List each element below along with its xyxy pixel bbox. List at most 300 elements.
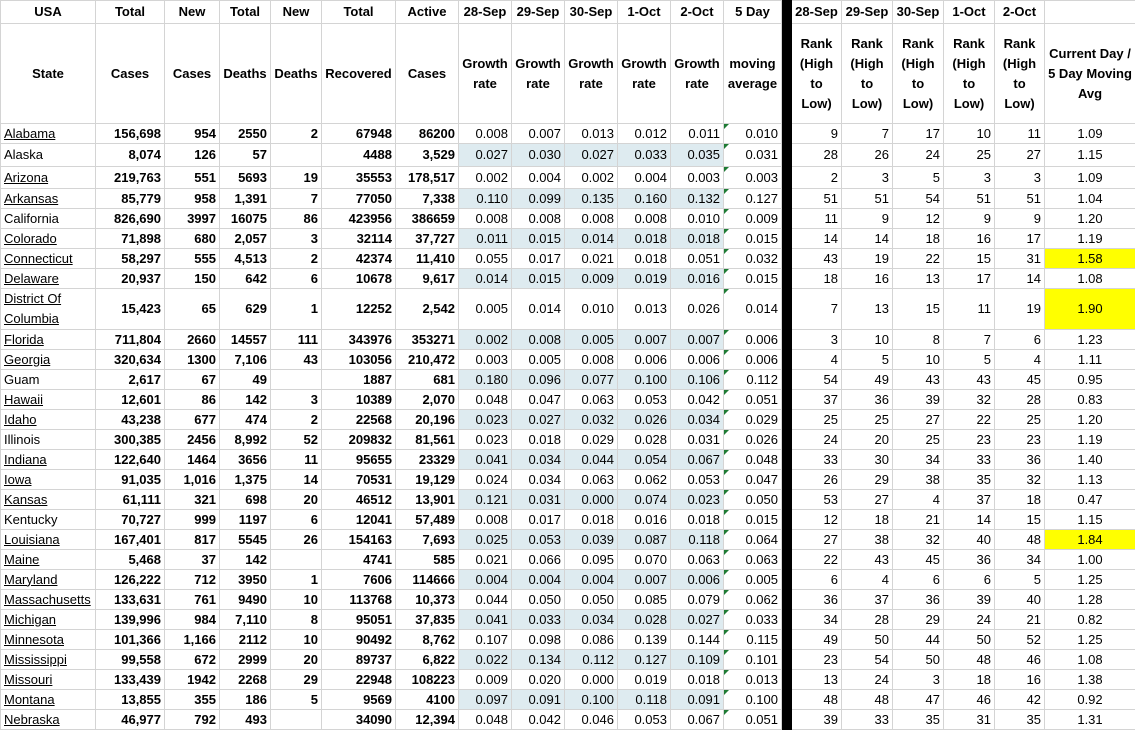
new-deaths-cell[interactable]: 3	[271, 390, 322, 410]
growth-29-sep-cell[interactable]: 0.098	[512, 630, 565, 650]
new-deaths-cell[interactable]: 14	[271, 470, 322, 490]
column-header[interactable]: Cases	[165, 24, 220, 124]
growth-28-sep-cell[interactable]: 0.055	[459, 249, 512, 269]
rank-30-sep-cell[interactable]: 27	[893, 410, 944, 430]
total-cases-cell[interactable]: 133,439	[96, 670, 165, 690]
state-cell[interactable]	[1, 670, 96, 690]
growth-1-oct-cell[interactable]: 0.118	[618, 690, 671, 710]
current-over-5day-avg-cell[interactable]: 1.19	[1045, 430, 1135, 450]
growth-1-oct-cell[interactable]: 0.019	[618, 269, 671, 289]
state-cell[interactable]	[1, 630, 96, 650]
new-cases-cell[interactable]: 1942	[165, 670, 220, 690]
total-recovered-cell[interactable]: 154163	[322, 530, 396, 550]
growth-28-sep-cell[interactable]: 0.004	[459, 570, 512, 590]
new-cases-cell[interactable]: 954	[165, 124, 220, 144]
rank-29-sep-cell[interactable]: 4	[842, 570, 893, 590]
growth-1-oct-cell[interactable]: 0.006	[618, 350, 671, 370]
rank-1-oct-cell[interactable]: 7	[944, 330, 995, 350]
active-cases-cell[interactable]: 13,901	[396, 490, 459, 510]
active-cases-cell[interactable]: 386659	[396, 209, 459, 229]
total-deaths-cell[interactable]: 5693	[220, 167, 271, 189]
rank-2-oct-cell[interactable]: 25	[995, 410, 1045, 430]
rank-28-sep-cell[interactable]: 33	[792, 450, 842, 470]
rank-30-sep-cell[interactable]: 38	[893, 470, 944, 490]
rank-1-oct-cell[interactable]: 23	[944, 430, 995, 450]
active-cases-cell[interactable]: 37,835	[396, 610, 459, 630]
rank-29-sep-cell[interactable]: 50	[842, 630, 893, 650]
total-deaths-cell[interactable]: 186	[220, 690, 271, 710]
total-recovered-cell[interactable]: 67948	[322, 124, 396, 144]
state-link[interactable]: Missouri	[4, 671, 53, 687]
growth-2-oct-cell[interactable]: 0.067	[671, 710, 724, 730]
rank-2-oct-cell[interactable]: 4	[995, 350, 1045, 370]
active-cases-cell[interactable]: 19,129	[396, 470, 459, 490]
rank-30-sep-cell[interactable]: 47	[893, 690, 944, 710]
growth-1-oct-cell[interactable]: 0.007	[618, 330, 671, 350]
column-header[interactable]: 2-Oct	[671, 1, 724, 24]
rank-1-oct-cell[interactable]: 50	[944, 630, 995, 650]
rank-29-sep-cell[interactable]: 16	[842, 269, 893, 289]
rank-29-sep-cell[interactable]: 19	[842, 249, 893, 269]
rank-30-sep-cell[interactable]: 15	[893, 289, 944, 330]
moving-average-5day-cell[interactable]: 0.051	[724, 390, 782, 410]
rank-2-oct-cell[interactable]: 52	[995, 630, 1045, 650]
growth-30-sep-cell[interactable]: 0.021	[565, 249, 618, 269]
growth-28-sep-cell[interactable]: 0.011	[459, 229, 512, 249]
rank-1-oct-cell[interactable]: 43	[944, 370, 995, 390]
rank-29-sep-cell[interactable]: 25	[842, 410, 893, 430]
growth-2-oct-cell[interactable]: 0.026	[671, 289, 724, 330]
growth-30-sep-cell[interactable]: 0.039	[565, 530, 618, 550]
state-cell[interactable]	[1, 289, 96, 330]
total-deaths-cell[interactable]: 49	[220, 370, 271, 390]
total-recovered-cell[interactable]: 4488	[322, 144, 396, 167]
growth-28-sep-cell[interactable]: 0.097	[459, 690, 512, 710]
moving-average-5day-cell[interactable]: 0.010	[724, 124, 782, 144]
rank-30-sep-cell[interactable]: 10	[893, 350, 944, 370]
growth-28-sep-cell[interactable]: 0.044	[459, 590, 512, 610]
growth-2-oct-cell[interactable]: 0.106	[671, 370, 724, 390]
total-cases-cell[interactable]: 43,238	[96, 410, 165, 430]
growth-29-sep-cell[interactable]: 0.014	[512, 289, 565, 330]
rank-1-oct-cell[interactable]: 5	[944, 350, 995, 370]
state-cell[interactable]	[1, 189, 96, 209]
rank-1-oct-cell[interactable]: 6	[944, 570, 995, 590]
total-cases-cell[interactable]: 167,401	[96, 530, 165, 550]
total-cases-cell[interactable]: 20,937	[96, 269, 165, 289]
active-cases-cell[interactable]: 114666	[396, 570, 459, 590]
moving-average-5day-cell[interactable]: 0.033	[724, 610, 782, 630]
total-recovered-cell[interactable]: 42374	[322, 249, 396, 269]
growth-2-oct-cell[interactable]: 0.010	[671, 209, 724, 229]
rank-2-oct-cell[interactable]: 46	[995, 650, 1045, 670]
rank-29-sep-cell[interactable]: 38	[842, 530, 893, 550]
new-deaths-cell[interactable]: 26	[271, 530, 322, 550]
rank-29-sep-cell[interactable]: 9	[842, 209, 893, 229]
moving-average-5day-cell[interactable]: 0.050	[724, 490, 782, 510]
total-recovered-cell[interactable]: 95051	[322, 610, 396, 630]
growth-2-oct-cell[interactable]: 0.023	[671, 490, 724, 510]
rank-2-oct-cell[interactable]: 5	[995, 570, 1045, 590]
rank-2-oct-cell[interactable]: 18	[995, 490, 1045, 510]
rank-2-oct-cell[interactable]: 28	[995, 390, 1045, 410]
current-over-5day-avg-cell[interactable]: 1.84	[1045, 530, 1135, 550]
total-recovered-cell[interactable]: 77050	[322, 189, 396, 209]
rank-30-sep-cell[interactable]: 39	[893, 390, 944, 410]
rank-1-oct-cell[interactable]: 15	[944, 249, 995, 269]
growth-28-sep-cell[interactable]: 0.110	[459, 189, 512, 209]
new-deaths-cell[interactable]: 43	[271, 350, 322, 370]
total-deaths-cell[interactable]: 642	[220, 269, 271, 289]
rank-29-sep-cell[interactable]: 24	[842, 670, 893, 690]
rank-30-sep-cell[interactable]: 29	[893, 610, 944, 630]
rank-30-sep-cell[interactable]: 13	[893, 269, 944, 289]
current-over-5day-avg-cell[interactable]: 1.04	[1045, 189, 1135, 209]
new-cases-cell[interactable]: 761	[165, 590, 220, 610]
rank-30-sep-cell[interactable]: 44	[893, 630, 944, 650]
new-deaths-cell[interactable]: 111	[271, 330, 322, 350]
growth-29-sep-cell[interactable]: 0.027	[512, 410, 565, 430]
state-cell[interactable]	[1, 167, 96, 189]
growth-2-oct-cell[interactable]: 0.118	[671, 530, 724, 550]
growth-1-oct-cell[interactable]: 0.053	[618, 710, 671, 730]
column-header[interactable]: Cases	[96, 24, 165, 124]
total-recovered-cell[interactable]: 46512	[322, 490, 396, 510]
moving-average-5day-cell[interactable]: 0.015	[724, 269, 782, 289]
total-recovered-cell[interactable]: 89737	[322, 650, 396, 670]
growth-30-sep-cell[interactable]: 0.002	[565, 167, 618, 189]
growth-1-oct-cell[interactable]: 0.013	[618, 289, 671, 330]
current-over-5day-avg-cell[interactable]: 1.28	[1045, 590, 1135, 610]
rank-30-sep-cell[interactable]: 6	[893, 570, 944, 590]
total-recovered-cell[interactable]: 423956	[322, 209, 396, 229]
growth-29-sep-cell[interactable]: 0.030	[512, 144, 565, 167]
current-over-5day-avg-cell[interactable]: 1.08	[1045, 269, 1135, 289]
growth-1-oct-cell[interactable]: 0.026	[618, 410, 671, 430]
total-cases-cell[interactable]: 300,385	[96, 430, 165, 450]
rank-28-sep-cell[interactable]: 2	[792, 167, 842, 189]
state-cell[interactable]	[1, 710, 96, 730]
rank-30-sep-cell[interactable]: 32	[893, 530, 944, 550]
new-cases-cell[interactable]: 2660	[165, 330, 220, 350]
state-link[interactable]: Louisiana	[4, 531, 60, 547]
state-link[interactable]: Nebraska	[4, 711, 60, 727]
moving-average-5day-cell[interactable]: 0.013	[724, 670, 782, 690]
new-cases-cell[interactable]: 150	[165, 269, 220, 289]
total-deaths-cell[interactable]: 2550	[220, 124, 271, 144]
total-cases-cell[interactable]: 2,617	[96, 370, 165, 390]
growth-2-oct-cell[interactable]: 0.034	[671, 410, 724, 430]
state-link[interactable]: Maryland	[4, 571, 58, 587]
rank-1-oct-cell[interactable]: 33	[944, 450, 995, 470]
rank-30-sep-cell[interactable]: 36	[893, 590, 944, 610]
state-link[interactable]: Michigan	[4, 611, 57, 627]
rank-2-oct-cell[interactable]: 16	[995, 670, 1045, 690]
state-cell[interactable]	[1, 590, 96, 610]
column-header[interactable]: Growth rate	[618, 24, 671, 124]
total-cases-cell[interactable]: 12,601	[96, 390, 165, 410]
rank-2-oct-cell[interactable]: 17	[995, 229, 1045, 249]
growth-29-sep-cell[interactable]: 0.004	[512, 570, 565, 590]
current-over-5day-avg-cell[interactable]: 0.83	[1045, 390, 1135, 410]
growth-1-oct-cell[interactable]: 0.053	[618, 390, 671, 410]
column-header[interactable]: New	[271, 1, 322, 24]
new-cases-cell[interactable]: 1300	[165, 350, 220, 370]
rank-2-oct-cell[interactable]: 14	[995, 269, 1045, 289]
column-header[interactable]: 5 Day	[724, 1, 782, 24]
rank-30-sep-cell[interactable]: 35	[893, 710, 944, 730]
rank-29-sep-cell[interactable]: 26	[842, 144, 893, 167]
total-deaths-cell[interactable]: 9490	[220, 590, 271, 610]
growth-1-oct-cell[interactable]: 0.100	[618, 370, 671, 390]
column-header[interactable]: Deaths	[220, 24, 271, 124]
rank-2-oct-cell[interactable]: 35	[995, 710, 1045, 730]
state-link[interactable]: Idaho	[4, 411, 37, 427]
growth-1-oct-cell[interactable]: 0.008	[618, 209, 671, 229]
rank-30-sep-cell[interactable]: 4	[893, 490, 944, 510]
rank-2-oct-cell[interactable]: 19	[995, 289, 1045, 330]
new-deaths-cell[interactable]	[271, 710, 322, 730]
moving-average-5day-cell[interactable]: 0.047	[724, 470, 782, 490]
growth-1-oct-cell[interactable]: 0.085	[618, 590, 671, 610]
growth-2-oct-cell[interactable]: 0.011	[671, 124, 724, 144]
growth-30-sep-cell[interactable]: 0.000	[565, 490, 618, 510]
column-header[interactable]: Growth rate	[512, 24, 565, 124]
total-deaths-cell[interactable]: 1,375	[220, 470, 271, 490]
total-cases-cell[interactable]: 15,423	[96, 289, 165, 330]
total-cases-cell[interactable]: 139,996	[96, 610, 165, 630]
rank-29-sep-cell[interactable]: 20	[842, 430, 893, 450]
growth-30-sep-cell[interactable]: 0.034	[565, 610, 618, 630]
growth-1-oct-cell[interactable]: 0.007	[618, 570, 671, 590]
new-deaths-cell[interactable]: 20	[271, 490, 322, 510]
state-link[interactable]: Georgia	[4, 351, 51, 367]
new-deaths-cell[interactable]: 1	[271, 570, 322, 590]
total-recovered-cell[interactable]: 103056	[322, 350, 396, 370]
column-header[interactable]: 1-Oct	[944, 1, 995, 24]
active-cases-cell[interactable]: 353271	[396, 330, 459, 350]
moving-average-5day-cell[interactable]: 0.051	[724, 710, 782, 730]
state-link[interactable]: Arizona	[4, 169, 49, 185]
new-deaths-cell[interactable]: 86	[271, 209, 322, 229]
rank-28-sep-cell[interactable]: 6	[792, 570, 842, 590]
growth-2-oct-cell[interactable]: 0.051	[671, 249, 724, 269]
growth-30-sep-cell[interactable]: 0.046	[565, 710, 618, 730]
total-deaths-cell[interactable]: 4,513	[220, 249, 271, 269]
moving-average-5day-cell[interactable]: 0.015	[724, 510, 782, 530]
growth-28-sep-cell[interactable]: 0.048	[459, 390, 512, 410]
total-deaths-cell[interactable]: 16075	[220, 209, 271, 229]
moving-average-5day-cell[interactable]: 0.014	[724, 289, 782, 330]
growth-1-oct-cell[interactable]: 0.054	[618, 450, 671, 470]
new-cases-cell[interactable]: 355	[165, 690, 220, 710]
rank-28-sep-cell[interactable]: 22	[792, 550, 842, 570]
total-cases-cell[interactable]: 91,035	[96, 470, 165, 490]
total-recovered-cell[interactable]: 4741	[322, 550, 396, 570]
total-recovered-cell[interactable]: 90492	[322, 630, 396, 650]
growth-1-oct-cell[interactable]: 0.062	[618, 470, 671, 490]
total-recovered-cell[interactable]: 70531	[322, 470, 396, 490]
total-cases-cell[interactable]: 58,297	[96, 249, 165, 269]
rank-28-sep-cell[interactable]: 43	[792, 249, 842, 269]
growth-30-sep-cell[interactable]: 0.050	[565, 590, 618, 610]
column-header[interactable]: Active	[396, 1, 459, 24]
growth-2-oct-cell[interactable]: 0.018	[671, 510, 724, 530]
rank-1-oct-cell[interactable]: 40	[944, 530, 995, 550]
total-recovered-cell[interactable]: 22568	[322, 410, 396, 430]
moving-average-5day-cell[interactable]: 0.032	[724, 249, 782, 269]
total-cases-cell[interactable]: 5,468	[96, 550, 165, 570]
moving-average-5day-cell[interactable]: 0.064	[724, 530, 782, 550]
active-cases-cell[interactable]: 6,822	[396, 650, 459, 670]
total-cases-cell[interactable]: 85,779	[96, 189, 165, 209]
growth-29-sep-cell[interactable]: 0.004	[512, 167, 565, 189]
rank-29-sep-cell[interactable]: 14	[842, 229, 893, 249]
rank-29-sep-cell[interactable]: 48	[842, 690, 893, 710]
total-recovered-cell[interactable]: 343976	[322, 330, 396, 350]
current-over-5day-avg-cell[interactable]: 1.08	[1045, 650, 1135, 670]
growth-30-sep-cell[interactable]: 0.100	[565, 690, 618, 710]
rank-28-sep-cell[interactable]: 18	[792, 269, 842, 289]
active-cases-cell[interactable]: 4100	[396, 690, 459, 710]
new-deaths-cell[interactable]: 52	[271, 430, 322, 450]
total-deaths-cell[interactable]: 8,992	[220, 430, 271, 450]
total-recovered-cell[interactable]: 95655	[322, 450, 396, 470]
column-header[interactable]: 29-Sep	[512, 1, 565, 24]
moving-average-5day-cell[interactable]: 0.009	[724, 209, 782, 229]
growth-29-sep-cell[interactable]: 0.015	[512, 229, 565, 249]
growth-2-oct-cell[interactable]: 0.006	[671, 350, 724, 370]
rank-30-sep-cell[interactable]: 45	[893, 550, 944, 570]
total-recovered-cell[interactable]: 7606	[322, 570, 396, 590]
rank-2-oct-cell[interactable]: 23	[995, 430, 1045, 450]
rank-28-sep-cell[interactable]: 54	[792, 370, 842, 390]
growth-1-oct-cell[interactable]: 0.127	[618, 650, 671, 670]
current-over-5day-avg-cell[interactable]: 1.20	[1045, 410, 1135, 430]
growth-2-oct-cell[interactable]: 0.079	[671, 590, 724, 610]
growth-30-sep-cell[interactable]: 0.008	[565, 209, 618, 229]
column-header[interactable]: Cases	[396, 24, 459, 124]
moving-average-5day-cell[interactable]: 0.026	[724, 430, 782, 450]
new-deaths-cell[interactable]: 20	[271, 650, 322, 670]
rank-1-oct-cell[interactable]: 24	[944, 610, 995, 630]
growth-2-oct-cell[interactable]: 0.144	[671, 630, 724, 650]
state-cell[interactable]	[1, 570, 96, 590]
growth-2-oct-cell[interactable]: 0.053	[671, 470, 724, 490]
rank-2-oct-cell[interactable]: 48	[995, 530, 1045, 550]
state-link[interactable]: Maine	[4, 551, 40, 567]
new-cases-cell[interactable]: 67	[165, 370, 220, 390]
total-deaths-cell[interactable]: 2268	[220, 670, 271, 690]
growth-30-sep-cell[interactable]: 0.063	[565, 470, 618, 490]
state-cell[interactable]	[1, 124, 96, 144]
total-cases-cell[interactable]: 219,763	[96, 167, 165, 189]
new-cases-cell[interactable]: 1464	[165, 450, 220, 470]
total-cases-cell[interactable]: 99,558	[96, 650, 165, 670]
rank-30-sep-cell[interactable]: 43	[893, 370, 944, 390]
rank-29-sep-cell[interactable]: 54	[842, 650, 893, 670]
growth-30-sep-cell[interactable]: 0.004	[565, 570, 618, 590]
total-deaths-cell[interactable]: 3950	[220, 570, 271, 590]
active-cases-cell[interactable]: 81,561	[396, 430, 459, 450]
rank-30-sep-cell[interactable]: 24	[893, 144, 944, 167]
total-recovered-cell[interactable]: 12252	[322, 289, 396, 330]
rank-1-oct-cell[interactable]: 10	[944, 124, 995, 144]
rank-1-oct-cell[interactable]: 25	[944, 144, 995, 167]
rank-29-sep-cell[interactable]: 3	[842, 167, 893, 189]
rank-2-oct-cell[interactable]: 40	[995, 590, 1045, 610]
active-cases-cell[interactable]: 12,394	[396, 710, 459, 730]
rank-1-oct-cell[interactable]: 37	[944, 490, 995, 510]
rank-2-oct-cell[interactable]: 36	[995, 450, 1045, 470]
new-deaths-cell[interactable]: 29	[271, 670, 322, 690]
total-deaths-cell[interactable]: 7,106	[220, 350, 271, 370]
growth-29-sep-cell[interactable]: 0.096	[512, 370, 565, 390]
rank-30-sep-cell[interactable]: 54	[893, 189, 944, 209]
current-over-5day-avg-cell[interactable]: 1.40	[1045, 450, 1135, 470]
state-cell[interactable]	[1, 470, 96, 490]
rank-28-sep-cell[interactable]: 24	[792, 430, 842, 450]
column-header[interactable]: Recovered	[322, 24, 396, 124]
current-over-5day-avg-cell[interactable]: 1.20	[1045, 209, 1135, 229]
growth-30-sep-cell[interactable]: 0.005	[565, 330, 618, 350]
rank-1-oct-cell[interactable]: 32	[944, 390, 995, 410]
growth-28-sep-cell[interactable]: 0.024	[459, 470, 512, 490]
growth-1-oct-cell[interactable]: 0.074	[618, 490, 671, 510]
moving-average-5day-cell[interactable]: 0.101	[724, 650, 782, 670]
total-deaths-cell[interactable]: 629	[220, 289, 271, 330]
total-deaths-cell[interactable]: 14557	[220, 330, 271, 350]
rank-1-oct-cell[interactable]: 48	[944, 650, 995, 670]
current-over-5day-avg-cell[interactable]: 1.15	[1045, 144, 1135, 167]
total-recovered-cell[interactable]: 10389	[322, 390, 396, 410]
growth-29-sep-cell[interactable]: 0.005	[512, 350, 565, 370]
state-cell[interactable]	[1, 650, 96, 670]
current-over-5day-avg-cell[interactable]: 0.92	[1045, 690, 1135, 710]
column-header[interactable]: Total	[96, 1, 165, 24]
column-header[interactable]: moving average	[724, 24, 782, 124]
total-cases-cell[interactable]: 133,631	[96, 590, 165, 610]
growth-29-sep-cell[interactable]: 0.015	[512, 269, 565, 289]
current-over-5day-avg-cell[interactable]: 1.00	[1045, 550, 1135, 570]
rank-29-sep-cell[interactable]: 36	[842, 390, 893, 410]
total-recovered-cell[interactable]: 1887	[322, 370, 396, 390]
growth-30-sep-cell[interactable]: 0.032	[565, 410, 618, 430]
state-cell[interactable]	[1, 350, 96, 370]
active-cases-cell[interactable]: 23329	[396, 450, 459, 470]
new-deaths-cell[interactable]: 7	[271, 189, 322, 209]
growth-1-oct-cell[interactable]: 0.018	[618, 229, 671, 249]
new-deaths-cell[interactable]: 5	[271, 690, 322, 710]
column-header[interactable]: Growth rate	[459, 24, 512, 124]
growth-28-sep-cell[interactable]: 0.008	[459, 124, 512, 144]
new-cases-cell[interactable]: 551	[165, 167, 220, 189]
state-link[interactable]: Hawaii	[4, 391, 44, 407]
total-cases-cell[interactable]: 711,804	[96, 330, 165, 350]
total-recovered-cell[interactable]: 34090	[322, 710, 396, 730]
rank-1-oct-cell[interactable]: 36	[944, 550, 995, 570]
current-over-5day-avg-cell[interactable]: 1.58	[1045, 249, 1135, 269]
total-deaths-cell[interactable]: 5545	[220, 530, 271, 550]
column-header[interactable]: New	[165, 1, 220, 24]
state-link[interactable]: Kansas	[4, 491, 48, 507]
total-cases-cell[interactable]: 71,898	[96, 229, 165, 249]
growth-30-sep-cell[interactable]: 0.086	[565, 630, 618, 650]
new-cases-cell[interactable]: 86	[165, 390, 220, 410]
growth-2-oct-cell[interactable]: 0.091	[671, 690, 724, 710]
rank-2-oct-cell[interactable]: 3	[995, 167, 1045, 189]
rank-28-sep-cell[interactable]: 9	[792, 124, 842, 144]
